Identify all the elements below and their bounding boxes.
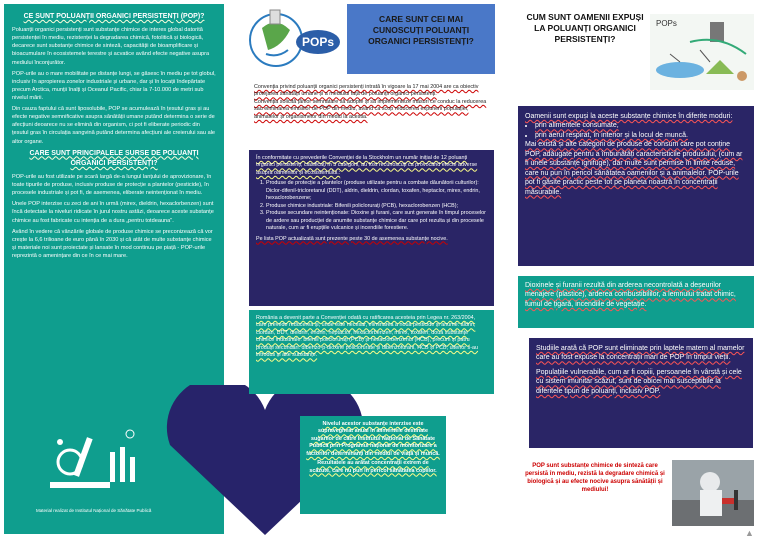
- dioxins-box: [518, 276, 754, 328]
- paragraph: Studiile arată că POP sunt eliminate prin laptele matern al mamelor care au fost expuse la concentrații mari de POP în timpul vieții.: [536, 345, 745, 362]
- paragraph: POP-urile au o mare mobilitate pe distanțe lungi, se găsesc în mediu pe tot globul, inclusiv în apropierea zonelor industriale și urbane, dar și în locații îndepărtate precum Arctica, munții înalți și Oceanul Pacific, chiar la 7-10.000 de metri sub nivelul mării.: [12, 70, 216, 102]
- exposure-box: [518, 106, 754, 266]
- protective-suit-worker-image: [672, 460, 754, 526]
- middle-heading: CARE SUNT CEI MAI CUNOSCUȚI POLUANȚI ORGANICI PERSISTENȚI?: [368, 14, 474, 47]
- paragraph: POP-urile au fost utilizate pe scară largă de-a lungul lanțului de aprovizionare, în toate tipurile de produse, inclusiv produse de protecție a plantelor (pesticide), în procesele industriale și pot fi, de asemenea, eliberate neintenționat în mediu.: [12, 173, 212, 197]
- paragraph: Nivelul acestor substanțe interzise este supravegheat anual în alimentele destinate sugarilor de către Institutul Național de Sănătate Publică prin Programul național de monitorizare a factorilor determinanți din mediul de viață și muncă.: [306, 421, 440, 457]
- right-heading: CUM SUNT OAMENII EXPUȘI LA POLUANȚI ORGANICI PERSISTENȚI?: [526, 12, 644, 45]
- closing-text: POP sunt substanțe chimice de sinteză care persistă în mediu, rezistă la degradare chimică și biologică și au efecte nocive asupra sănătății și mediului!: [525, 463, 665, 494]
- paragraph: Convenția privind poluanții organici persistenți intrată în vigoare la 17 mai 2004 are ca obiectiv protejarea sănătății umane și a mediului față de poluanții organici persistenți.: [254, 84, 479, 98]
- paragraph: Pe lista POP actualizată sunt prezente peste 30 de asemenea substanțe nocive.: [256, 235, 448, 242]
- categories-list: [256, 180, 487, 232]
- paragraph: Rezultatele au arătat concentrații extrem de scăzute, care nu pun în pericol sănătatea copiilor.: [309, 460, 437, 474]
- paragraph: Având în vedere că vânzările globale de produse chimice se preconizează că vor crește la 6,6 trilioane de euro până în 2030 și că atât de multe substanțe chimice și materiale noi sunt proiectate și lansate în mod continuu pe piață - POP-urile reprezintă o amenințare din ce în ce mai mare.: [12, 228, 213, 259]
- paragraph: Poluanții organici persistenți sunt substanțe chimice de interes global datorită persistenței în mediu, rezistenței la degradarea chimică, fotolitică și biologică, decarece sunt substanțe chimice de sinteză, capacității de bioamplificare și bioacumulare în ecosistemele terestre și acvatice având efecte negative asupra mediului înconjurător.: [12, 27, 210, 66]
- paragraph: Mai există și alte categorii de produse de consum care pot conține POP, adăugate pentru a îmbunătăți caracteristicile produsului, (cum ar fi unele substanțe ignifuge), dar multe sunt permise în limite reduse, care nu pun în pericol sănătatea oamenilor și a animalelor. POP-urile pot fi găsite practic peste tot pe planeta noastră în concentrații măsurabile.: [525, 141, 743, 196]
- footer-credit: Material realizat de Institutul Național de Sănătate Publică: [36, 508, 152, 513]
- paragraph: Convenția solicită țărilor semnatare să adopte și să implementeze măsuri ce conduc la reducerea sau eliminarea emisiilor de POP din mediu, având ca scop reducerea expunerii populației, animalelor și organismelor din mediu la acestia.: [254, 98, 487, 120]
- categories-box: [249, 150, 494, 306]
- romania-box: [249, 310, 494, 394]
- section-title-sources: CARE SUNT PRINCIPALELE SURSE DE POLUANȚI ORGANICI PERSISTENȚI?: [29, 149, 199, 167]
- list-item: • prin alimentele consumate,: [535, 121, 747, 130]
- list-item: • prin aerul respirat, în interior și la locul de muncă.: [535, 131, 747, 140]
- section-title-what-are-pops: CE SUNT POLUANȚII ORGANICI PERSISTENȚI (POP)?: [23, 13, 205, 20]
- list-item: 1. Produse de protecție a plantelor (produse utilizate pentru a combate dăunătorii culturilor): Diclor-difenil-tricloretanul (DDT), aldrin, dieldrin, clordan, toxafen, heptaclor, mirex, endrin, hexaclorobenzene;: [266, 180, 487, 202]
- middle-heading-box: [347, 4, 495, 74]
- paragraph: România a devenit parte a Convenției odată cu ratificarea acesteia prin Legea nr. 263/2004, care prevede reducerea și, unde este necesar, eliminarea a nouă pesticide și anume: aldrin, clordan, DDT, dieldrin, endrin, heptaclor, hexaclorbenzen, mirex, toxafen; două substanțe chimice industriale: bifenili policlorurați (PCB) și hexaclorbenzenul (HCB), precum și patru produși secundari: dibenzo-p-dioxine policlorurate și dibenzofurani, HCB și PCB; ulterior s-au introdus și alte substanțe.: [256, 315, 479, 359]
- paragraph: Unele POP interzise cu zeci de ani în urmă (mirex, dieldrin, hexaclorbenzen) sunt încă detectate la niveluri ridicate în jurul nostru astăzi, deoarece aceste substanțe chimice au fost fabricate cu intenția de a dura „pentru totdeauna".: [12, 201, 214, 224]
- diagram-label: POPs: [656, 19, 677, 28]
- laboratory-illustration: [40, 422, 150, 507]
- paragraph: În conformitate cu prevederile Convenției de la Stockholm un număr inițial de 12 poluanți organici persistenți, clasificați în 3 categorii, au fost recunoscuți ca provocând efecte adverse asupra oamenilor și ecosistemului.:: [256, 155, 478, 176]
- convention-text: [252, 82, 492, 148]
- paragraph: Oamenii sunt expuși la aceste substanțe chimice în diferite moduri:: [525, 113, 733, 120]
- paragraph: Populațiile vulnerabile, cum ar fi copiii, persoanele în vârstă și cele cu sistem imunitar scăzut, sunt de obicei mai susceptibile la diferitele tipuri de poluanți, inclusiv POP.: [536, 368, 742, 395]
- list-item: 3. Produse secundare neintenționate: Dioxine și furani, care sunt generate în timpul proceselor de ardere sau producției de anumite substanțe chimice dar care pot rezulta și din procesele naturale, cum ar fi erupțiile vulcanice și incendiile forestiere.: [266, 210, 487, 232]
- pops-logo: [232, 6, 344, 80]
- exposure-diagram: [650, 14, 754, 90]
- paragraph: Din cauza faptului că sunt liposolubile, POP se acumulează în țesutul gras și au efecte negative semnificative asupra sănătății umane putând determina o serie de afecțiuni deoarece nu se elimină din organism, ci pot fi eliberate periodic din țesutul gras în circulația sangvină putând determina afecțiuni ale creierului sau ale altor organe.: [12, 106, 216, 145]
- study-box: [529, 338, 753, 448]
- exposure-list: [525, 121, 747, 140]
- list-item: 2. Produse chimice industriale: Bifenili policlorurați (PCB), hexaclorobenzen (HCB);: [266, 203, 487, 210]
- monitoring-box: [300, 416, 446, 514]
- corner-icon: ▲: [745, 528, 754, 538]
- paragraph: Dioxinele și furanii rezultă din arderea necontrolată a deșeurilor menajere (plastice), arderea combustibililor, a lemnului tratat chimic, fumul de țigară, incendiile de vegetație.: [525, 282, 736, 308]
- logo-text: POPs: [301, 35, 335, 49]
